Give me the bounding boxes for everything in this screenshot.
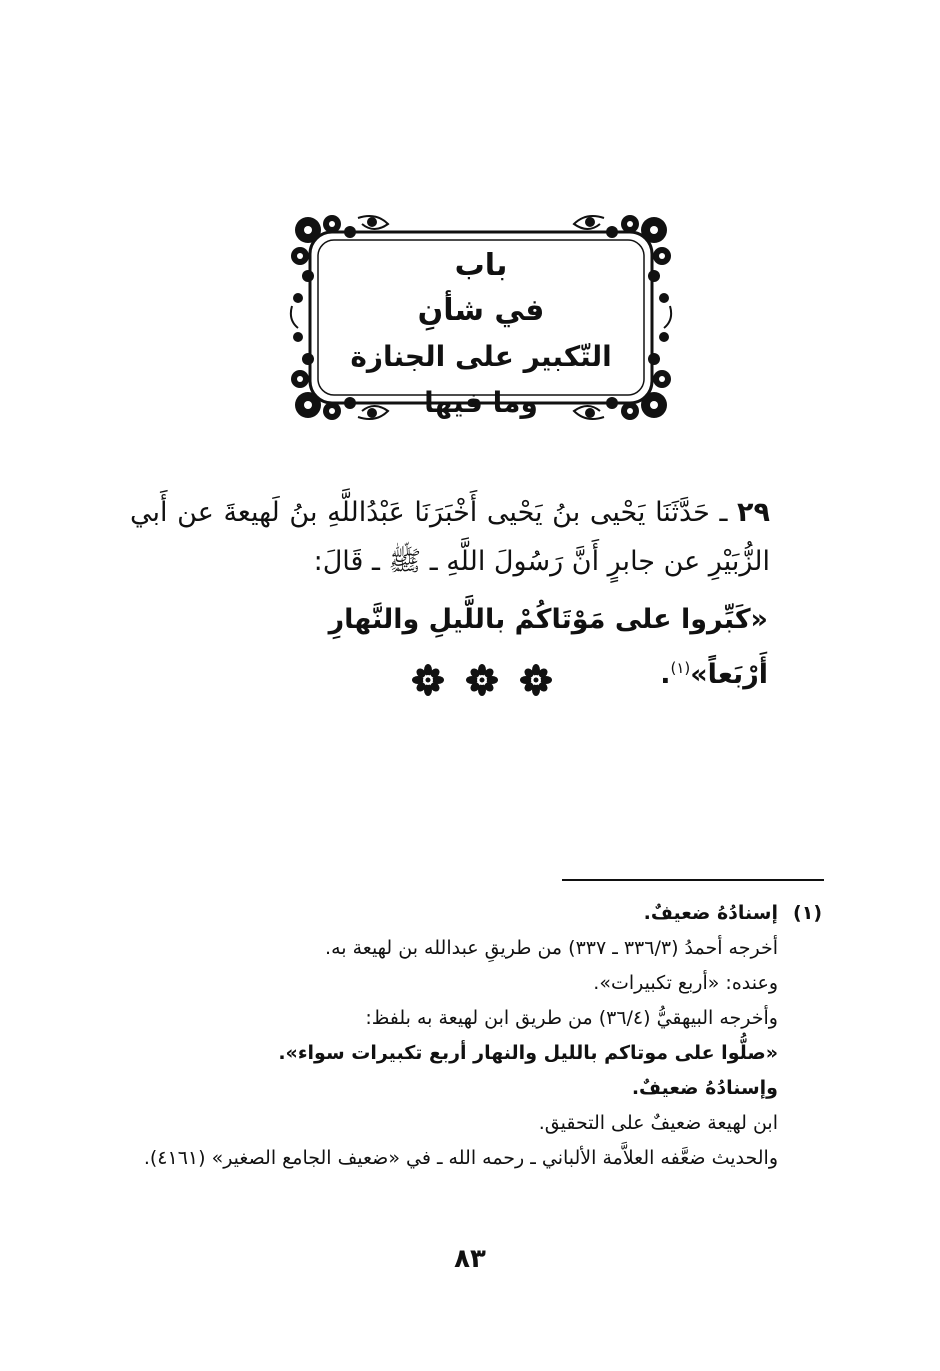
footnote-reference[interactable]: (١) — [670, 659, 691, 677]
chapter-label: باب — [454, 248, 508, 283]
hadith-quote-end: . — [660, 659, 671, 690]
flower-ornament-icon — [466, 664, 498, 696]
footnote-line: وإسنادُهُ ضعيفٌ. — [631, 1077, 778, 1099]
section-separator — [412, 660, 552, 700]
footnote-marker: (١) — [793, 902, 822, 924]
footnote-line: ابن لهيعة ضعيفٌ على التحقيق. — [538, 1112, 778, 1134]
hadith-paragraph — [130, 488, 770, 586]
chapter-title — [328, 244, 634, 426]
footnote-line: والحديث ضعَّفه العلاَّمة الألباني ـ رحمه الله ـ في «ضعيف الجامع الصغير» (٤١٦١). — [143, 1147, 778, 1169]
chapter-subtitle: في شأنِ — [417, 293, 545, 328]
footnote-body — [128, 896, 778, 1176]
hadith-number: ٢٩ — [737, 497, 770, 528]
page-number: ٨٣ — [454, 1244, 486, 1274]
flower-ornament-icon — [520, 664, 552, 696]
flower-ornament-icon — [412, 664, 444, 696]
footnote-divider — [562, 879, 824, 881]
footnote-line: «صلُّوا على موتاكم بالليل والنهار أربع تكبيرات سواء». — [278, 1042, 778, 1064]
footnote-1 — [128, 896, 822, 1176]
footnote-line: وأخرجه البيهقيُّ (٣٦/٤) من طريق ابن لهيعة به بلفظ: — [365, 1007, 778, 1029]
chapter-topic: التّكبير على الجنازة وما فيها — [350, 340, 612, 419]
footnotes — [128, 896, 822, 1176]
hadith-matn: «كَبِّروا على مَوْتَاكُمْ باللَّيلِ والنَّهارِ أَرْبَعاً» — [328, 604, 768, 690]
footnote-line: وعنده: «أربع تكبيرات». — [593, 972, 778, 994]
footnote-line: إسنادُهُ ضعيفٌ. — [643, 902, 778, 924]
chapter-heading-frame — [288, 210, 674, 425]
hadith-chain-text: ـ حَدَّثَنَا يَحْيى بنُ يَحْيى أَخْبَرَنَا عَبْدُاللَّهِ بنُ لَهيعةَ عن أَبي الزُّبَيْرِ عن جابرٍ أَنَّ رَسُولَ اللَّهِ ـ ﷺ ـ قَالَ: — [130, 497, 770, 577]
footnote-line: أخرجه أحمدُ (٣٣٦/٣ ـ ٣٣٧) من طريقِ عبدالله بن لهيعة به. — [325, 937, 778, 959]
